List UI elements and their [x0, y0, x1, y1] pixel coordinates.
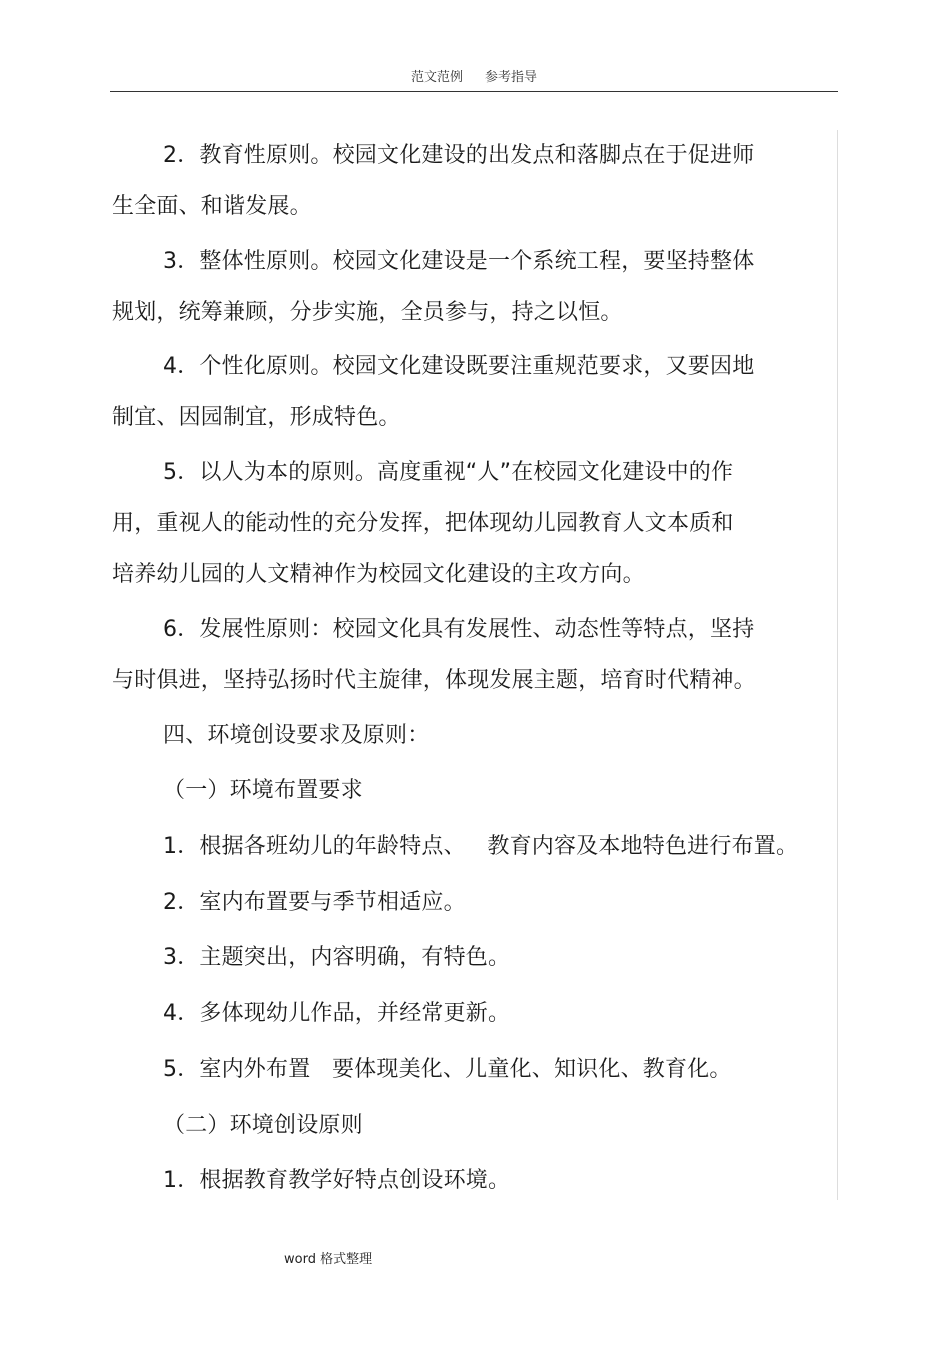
body-line: 2．室内布置要与季节相适应。	[163, 890, 466, 915]
body-line: 3．整体性原则。校园文化建设是一个系统工程，要坚持整体	[163, 249, 755, 274]
body-line: 3．主题突出，内容明确，有特色。	[163, 945, 511, 970]
body-line: 培养幼儿园的人文精神作为校园文化建设的主攻方向。	[112, 562, 645, 587]
body-line: 6．发展性原则：校园文化具有发展性、动态性等特点，坚持	[163, 617, 755, 642]
section-heading: 四、环境创设要求及原则：	[163, 723, 430, 748]
subsection-heading: （一）环境布置要求	[163, 778, 363, 803]
subsection-heading: （二）环境创设原则	[163, 1113, 363, 1138]
body-line: 5．室内外布置 要体现美化、儿童化、知识化、教育化。	[163, 1057, 732, 1082]
body-line: 规划，统筹兼顾，分步实施，全员参与，持之以恒。	[112, 300, 623, 325]
header-rule	[110, 91, 838, 92]
body-line: 1．根据各班幼儿的年龄特点、 教育内容及本地特色进行布置。	[163, 834, 799, 859]
body-line: 用，重视人的能动性的充分发挥，把体现幼儿园教育人文本质和	[112, 511, 734, 536]
header-left-text: 范文范例	[410, 70, 463, 85]
body-line: 5．以人为本的原则。高度重视“人”在校园文化建设中的作	[163, 460, 734, 485]
page-header	[110, 66, 838, 90]
body-line: 与时俱进，坚持弘扬时代主旋律，体现发展主题，培育时代精神。	[112, 668, 756, 693]
body-line: 1．根据教育教学好特点创设环境。	[163, 1168, 511, 1193]
body-line: 4．多体现幼儿作品，并经常更新。	[163, 1001, 511, 1026]
body-line: 制宜、因园制宜，形成特色。	[112, 405, 401, 430]
page-footer: word 格式整理	[284, 1252, 373, 1267]
body-line: 4．个性化原则。校园文化建设既要注重规范要求，又要因地	[163, 354, 755, 379]
side-rule	[837, 130, 838, 1200]
body-line: 2．教育性原则。校园文化建设的出发点和落脚点在于促进师	[163, 143, 755, 168]
header-right-text: 参考指导	[485, 70, 538, 85]
body-line: 生全面、和谐发展。	[112, 194, 312, 219]
